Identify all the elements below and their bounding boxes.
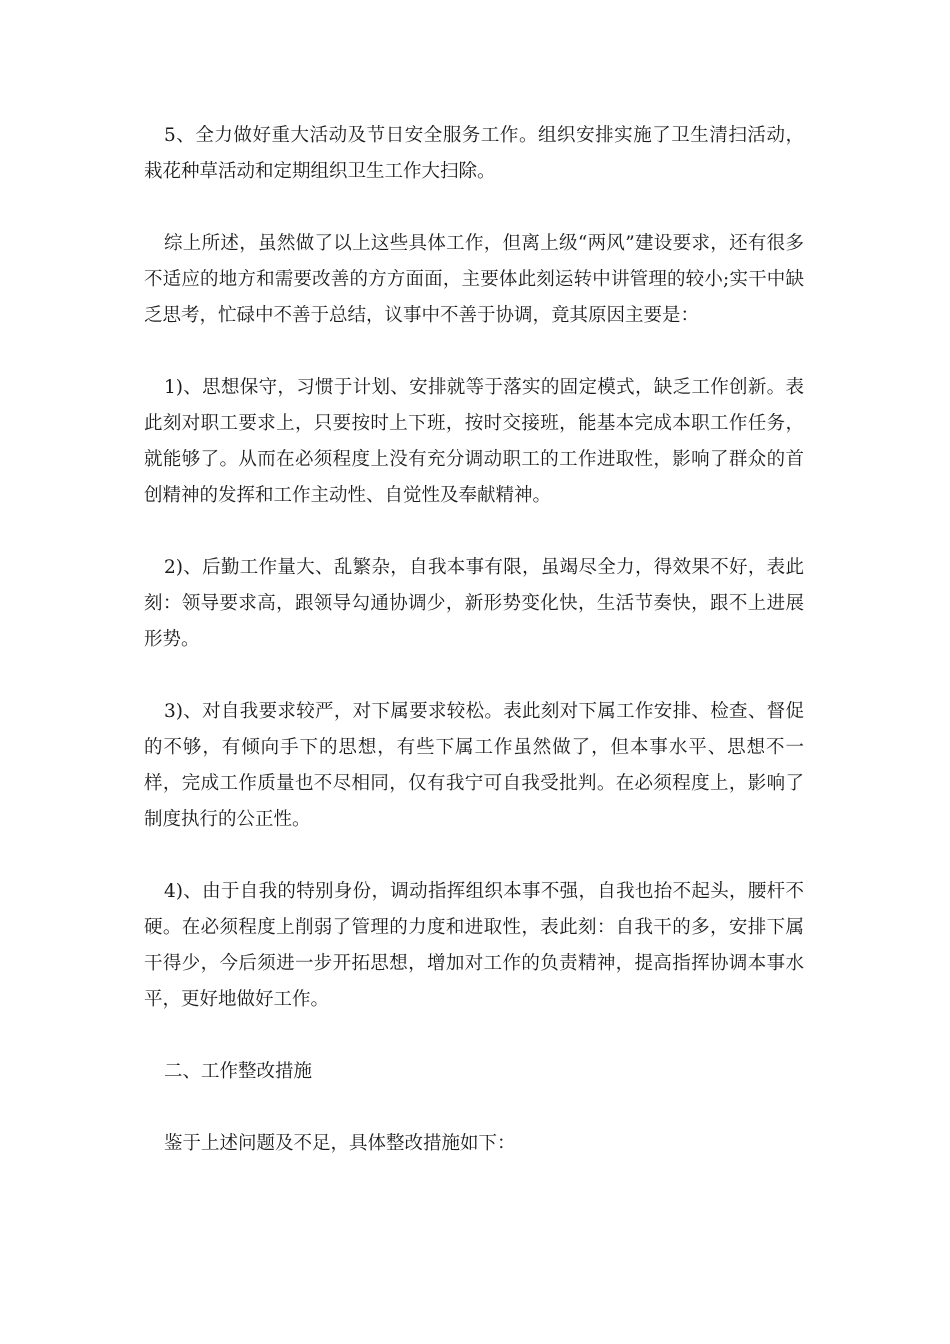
paragraph-closing: 鉴于上述问题及不足，具体整改措施如下： [164,1133,516,1154]
paragraph-summary: 综上所述，虽然做了以上这些具体工作，但离上级“两风”建设要求，还有很多不适应的地方和需要改善的方方面面，主要体此刻运转中讲管理的较小;实干中缺乏思考，忙碌中不善于总结，议事中不善于协调，竟其原因主要是： [144,233,804,326]
paragraph-reason-2: 2)、后勤工作量大、乱繁杂，自我本事有限，虽竭尽全力，得效果不好，表此刻：领导要求高，跟领导勾通协调少，新形势变化快，生活节奏快，跟不上进展形势。 [144,557,804,650]
paragraph-item-5: 5、全力做好重大活动及节日安全服务工作。组织安排实施了卫生清扫活动，栽花种草活动和定期组织卫生工作大扫除。 [144,125,804,182]
paragraph-reason-4: 4)、由于自我的特别身份，调动指挥组织本事不强，自我也抬不起头，腰杆不硬。在必须程度上削弱了管理的力度和进取性，表此刻：自我干的多，安排下属干得少，今后须进一步开拓思想，增加对工作的负责精神，提高指挥协调本事水平，更好地做好工作。 [144,881,804,1010]
paragraph-reason-3: 3)、对自我要求较严，对下属要求较松。表此刻对下属工作安排、检查、督促的不够，有倾向手下的思想，有些下属工作虽然做了，但本事水平、思想不一样，完成工作质量也不尽相同，仅有我宁可自我受批判。在必须程度上，影响了制度执行的公正性。 [144,701,804,830]
paragraph-reason-1: 1)、思想保守，习惯于计划、安排就等于落实的固定模式，缺乏工作创新。表此刻对职工要求上，只要按时上下班，按时交接班，能基本完成本职工作任务，就能够了。从而在必须程度上没有充分调动职工的工作进取性，影响了群众的首创精神的发挥和工作主动性、自觉性及奉献精神。 [144,377,804,506]
section-heading: 二、工作整改措施 [164,1061,313,1082]
document-body [144,118,804,1198]
